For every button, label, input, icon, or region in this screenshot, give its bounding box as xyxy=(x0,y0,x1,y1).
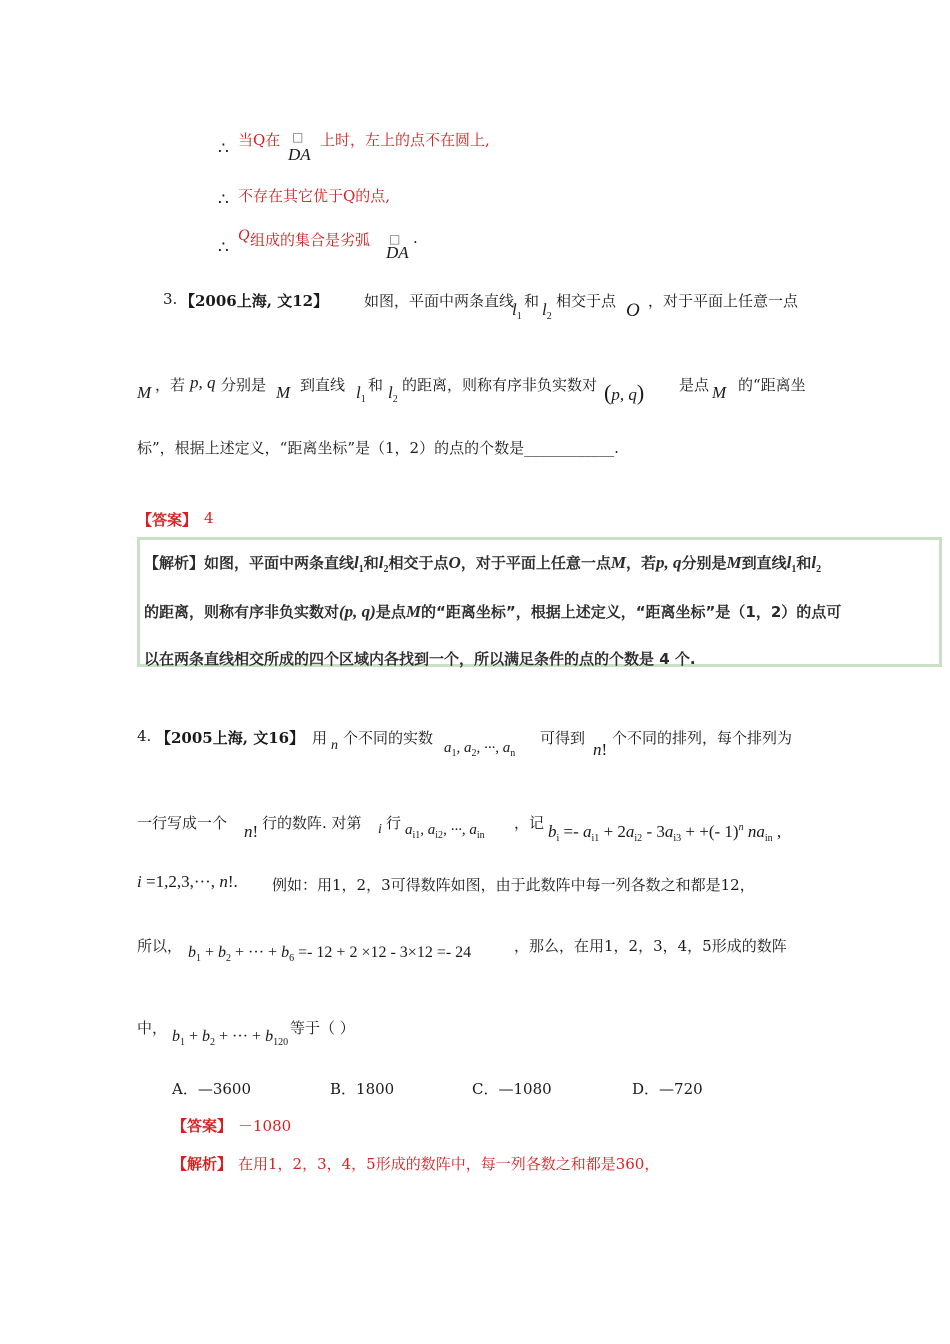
solution-line-2: 的距离，则称有序非负实数对(p, q)是点M的“距离坐标”，根据上述定义，“距离坐标”是（1，2）的点可 xyxy=(144,602,842,621)
solution-text: 分别是 xyxy=(681,554,727,572)
option-a[interactable]: A．—3600 xyxy=(172,1080,252,1098)
arc-symbol: □ xyxy=(389,232,401,246)
solution-text: 是点 xyxy=(375,603,406,621)
q4-text: 用 xyxy=(312,729,328,747)
arc-label: DA xyxy=(288,145,311,164)
option-d[interactable]: D．—720 xyxy=(632,1080,703,1098)
i-symbol: i xyxy=(378,822,382,837)
point-m: M xyxy=(137,383,152,402)
q4-text: 行的数阵. 对第 xyxy=(262,814,362,832)
solution-text: 和 xyxy=(796,554,812,572)
therefore-symbol: ∴ xyxy=(218,238,229,258)
q3-text: ，若 xyxy=(155,376,186,394)
solution-text: 在用1，2，3，4，5形成的数阵中，每一列各数之和都是360， xyxy=(238,1155,660,1173)
top-line-3-part1: 组成的集合是劣弧 xyxy=(250,231,371,249)
sum-formula: $b_1 + b_2$ + ··· + $b_6 =- 12 + 2 \times 12 - 3\times 12 =- 24$ xyxy=(188,944,472,964)
q4-text: ，那么，在用1，2，3，4，5形成的数阵 xyxy=(514,937,787,955)
solution-label: 【解析】 xyxy=(144,554,205,572)
point-o: O xyxy=(626,300,640,321)
point-m: M xyxy=(610,553,626,572)
therefore-symbol: ∴ xyxy=(218,139,229,159)
point-m: M xyxy=(276,383,291,402)
solution-box xyxy=(137,537,942,667)
factorial-n: n! xyxy=(593,740,608,759)
q3-line3: 标”，根据上述定义，“距离坐标”是（1，2）的点的个数是____________. xyxy=(137,439,619,457)
q3-text: 到直线 xyxy=(300,376,346,394)
factorial-n: n! xyxy=(244,822,259,841)
question-source: 【2006上海, 文12】 xyxy=(180,292,329,310)
solution-text: ，对于平面上任意一点 xyxy=(460,554,611,572)
point-m: M xyxy=(726,553,742,572)
line-l1: $l_1$ xyxy=(356,383,366,405)
point-m: M xyxy=(712,383,727,402)
period: . xyxy=(413,229,418,247)
solution-label: 【解析】 xyxy=(172,1155,233,1173)
solution-text: 和 xyxy=(363,554,379,572)
answer-label: 【答案】 xyxy=(137,511,198,529)
option-c[interactable]: C．—1080 xyxy=(472,1080,552,1098)
index-range: i =1,2,3,···, n!. xyxy=(137,872,238,891)
q-symbol: Q xyxy=(238,227,250,244)
row-sequence: $a_{i1}$, $a_{i2}$, ···, $a_{in}$ xyxy=(405,822,485,841)
solution-text: 以在两条直线相交所成的四个区域内各找到一个，所以满足条件的点的个数是 4 个. xyxy=(144,650,696,668)
solution-text: 的“距离坐标”，根据上述定义，“距离坐标”是（1，2）的点可 xyxy=(420,603,842,621)
q4-text: 等于（ ） xyxy=(290,1019,355,1037)
q4-text: 个不同的排列，每个排列为 xyxy=(612,729,793,747)
question-number: 4. xyxy=(137,727,152,745)
solution-text: 的距离，则称有序非负实数对 xyxy=(144,603,340,621)
b-formula: $b_i =- a_{i1} + 2a_{i2} - 3a_{i3}$ + +(- 1)$^n$ $na_{in}$ , xyxy=(548,822,782,844)
top-line-1-part1: 当Q在 xyxy=(238,131,281,149)
q3-text: 的“距离坐 xyxy=(738,376,806,394)
pq-symbol: p, q xyxy=(190,373,216,392)
solution-text: ，若 xyxy=(625,554,656,572)
solution-line-3 xyxy=(144,648,696,669)
option-b[interactable]: B．1800 xyxy=(330,1080,395,1098)
answer-label: 【答案】 xyxy=(172,1117,233,1135)
q4-text: 所以， xyxy=(137,937,183,955)
q3-text: 分别是 xyxy=(221,376,267,394)
therefore-symbol: ∴ xyxy=(218,190,229,210)
q4-text: 可得到 xyxy=(540,729,586,747)
solution-line-1: 【解析】如图，平面中两条直线$l_1$和$l_2$相交于点O，对于平面上任意一点M，若p, q分别是M到直线$l_1$和$l_2$ xyxy=(144,553,822,575)
top-line-2-text: 不存在其它优于Q的点, xyxy=(238,187,391,205)
q3-and: 和 xyxy=(368,376,384,394)
q3-and: 和 xyxy=(524,292,540,310)
solution-text: 到直线 xyxy=(741,554,787,572)
arc-symbol: □ xyxy=(292,130,304,144)
q3-text: ，对于平面上任意一点 xyxy=(648,292,799,310)
answer-value: －1080 xyxy=(238,1117,292,1135)
question-number: 3. xyxy=(163,290,178,308)
sum-formula: $b_1 + b_2$ + ··· + $b_{120}$ xyxy=(172,1028,289,1048)
question-source: 【2005上海, 文16】 xyxy=(156,729,305,747)
solution-text: 相交于点 xyxy=(388,554,449,572)
q4-line3: 例如：用1，2，3可得数阵如图，由于此数阵中每一列各数之和都是12， xyxy=(272,876,755,894)
answer-value: 4 xyxy=(204,509,214,527)
q4-text: 行 xyxy=(386,814,402,832)
q3-text: 如图，平面中两条直线 xyxy=(364,292,515,310)
solution-text: 如图，平面中两条直线 xyxy=(204,554,355,572)
point-m: M xyxy=(405,602,421,621)
line-l2: $l_2$ xyxy=(388,383,398,405)
ordered-pair: (p, q) xyxy=(604,380,645,405)
sequence-a: $a_1$, $a_2$, ···, $a_n$ xyxy=(444,740,516,759)
q4-text: 一行写成一个 xyxy=(137,814,228,832)
line-l1: $l_1$ xyxy=(512,300,522,322)
q3-text: 是点 xyxy=(679,376,710,394)
n-symbol: n xyxy=(331,738,338,753)
top-line-1-part2: 上时，左上的点不在圆上, xyxy=(320,131,490,149)
q4-text: 中， xyxy=(137,1019,168,1037)
q4-text: 个不同的实数 xyxy=(343,729,434,747)
pq-symbol: p, q xyxy=(655,553,682,572)
q3-text: 的距离，则称有序非负实数对 xyxy=(402,376,598,394)
q4-text: ，记 xyxy=(514,814,545,832)
line-l2: $l_2$ xyxy=(542,300,552,322)
arc-label: DA xyxy=(386,243,409,262)
q3-text: 相交于点 xyxy=(556,292,617,310)
